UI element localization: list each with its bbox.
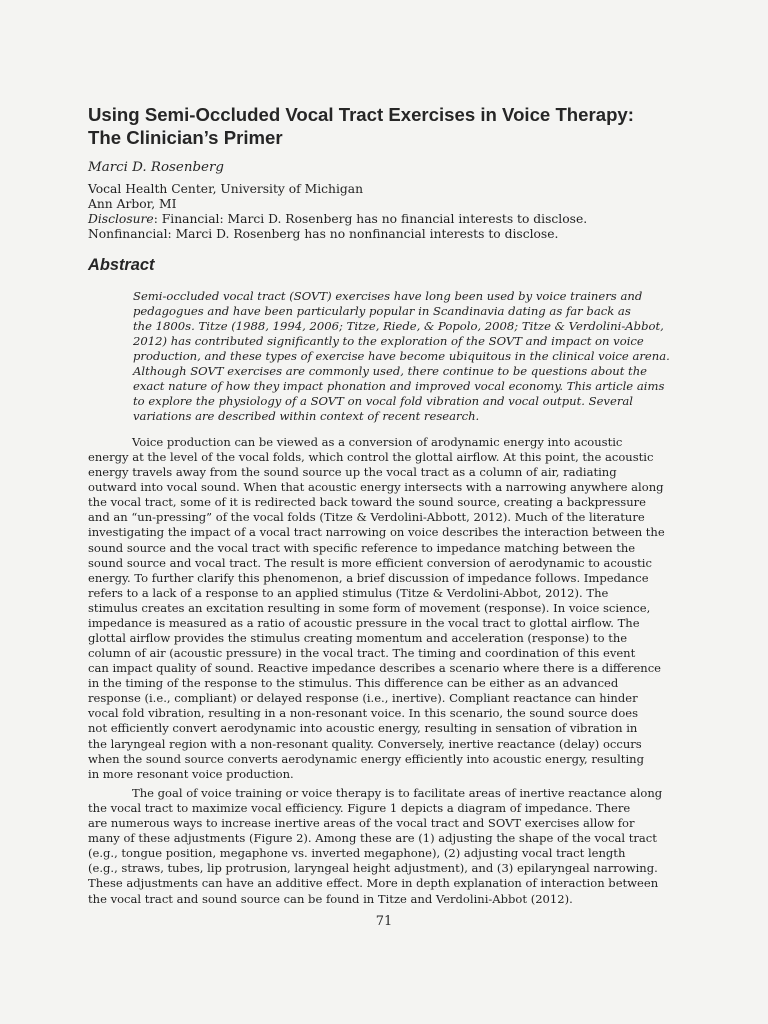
- abstract-line: the 1800s. Titze (1988, 1994, 2006; Titze, Riede, & Popolo, 2008; Titze & Verdolini-Abbot,: [133, 319, 664, 334]
- paragraph-line: and an “un-pressing” of the vocal folds (Titze & Verdolini-Abbott, 2012). Much of the literature: [88, 510, 645, 525]
- paragraph-line: many of these adjustments (Figure 2). Among these are (1) adjusting the shape of the vocal tract: [88, 831, 657, 846]
- paragraph-line: investigating the impact of a vocal tract narrowing on voice describes the interaction between the: [88, 525, 665, 540]
- paragraph-line: sound source and vocal tract. The result is more efficient conversion of aerodynamic to acoustic: [88, 555, 652, 570]
- paragraph-line: These adjustments can have an additive effect. More in depth explanation of interaction between: [88, 876, 659, 891]
- abstract-line: pedagogues and have been particularly popular in Scandinavia dating as far back as: [133, 304, 631, 319]
- abstract-line: Although SOVT exercises are commonly used, there continue to be questions about the: [133, 364, 648, 379]
- article-title: [88, 103, 688, 149]
- paragraph-line: the vocal tract and sound source can be found in Titze and Verdolini-Abbot (2012).: [88, 891, 573, 906]
- title-line: The Clinician’s Primer: [88, 127, 283, 148]
- paragraph-line: glottal airflow provides the stimulus creating momentum and acceleration (response) to the: [88, 631, 628, 646]
- abstract-line: variations are described within context of recent research.: [133, 409, 480, 424]
- disclosure-text: : Financial: Marci D. Rosenberg has no financial interests to disclose.: [153, 212, 588, 226]
- paragraph-line: column of air (acoustic pressure) in the vocal tract. The timing and coordination of this event: [88, 646, 636, 661]
- location: Ann Arbor, MI: [88, 197, 177, 211]
- paragraph-line: vocal fold vibration, resulting in a non-resonant voice. In this scenario, the sound source does: [88, 706, 639, 721]
- paragraph-line: impedance is measured as a ratio of acoustic pressure in the vocal tract to glottal airflow. The: [88, 615, 640, 630]
- paragraph-line: sound source and the vocal tract with specific reference to impedance matching between the: [88, 540, 636, 555]
- author-name: Marci D. Rosenberg: [88, 160, 224, 175]
- paragraph-line: response (i.e., compliant) or delayed response (i.e., inertive). Compliant reactance can hinder: [88, 691, 638, 706]
- disclosure-label: Disclosure: [88, 212, 154, 226]
- paragraph-line: not efficiently convert aerodynamic into acoustic energy, resulting in sensation of vibration in: [88, 721, 638, 736]
- paragraph-line: energy travels away from the sound source up the vocal tract as a column of air, radiating: [88, 465, 617, 480]
- paragraph-line: energy. To further clarify this phenomenon, a brief discussion of impedance follows. Impedance: [88, 570, 649, 585]
- abstract-line: Semi-occluded vocal tract (SOVT) exercises have long been used by voice trainers and: [133, 289, 643, 303]
- paragraph-line: outward into vocal sound. When that acoustic energy intersects with a narrowing anywhere along: [88, 480, 664, 495]
- nonfinancial-disclosure: Nonfinancial: Marci D. Rosenberg has no nonfinancial interests to disclose.: [88, 227, 559, 241]
- abstract-line: 2012) has contributed significantly to the exploration of the SOVT and impact on voice: [133, 334, 644, 349]
- paragraph-line: when the sound source converts aerodynamic energy efficiently into acoustic energy, resulting: [88, 751, 644, 766]
- body-paragraph-2: [88, 786, 688, 907]
- abstract-line: exact nature of how they impact phonation and improved vocal economy. This article aims: [133, 379, 665, 394]
- paragraph-line: are numerous ways to increase inertive areas of the vocal tract and SOVT exercises allow for: [88, 816, 635, 831]
- abstract-text: [133, 289, 703, 424]
- paragraph-line: can impact quality of sound. Reactive impedance describes a scenario where there is a difference: [88, 661, 662, 676]
- abstract-line: production, and these types of exercise have become ubiquitous in the clinical voice arena.: [133, 349, 670, 364]
- body-paragraph-1: [88, 435, 688, 782]
- paragraph-line: (e.g., straws, tubes, lip protrusion, laryngeal height adjustment), and (3) epilaryngeal narrowing.: [88, 861, 658, 876]
- paragraph-line: stimulus creates an excitation resulting in some form of movement (response). In voice science,: [88, 600, 651, 615]
- paragraph-line: the laryngeal region with a non-resonant quality. Conversely, inertive reactance (delay) occurs: [88, 736, 642, 751]
- page-number: 71: [375, 914, 393, 929]
- paragraph-line: the vocal tract, some of it is redirected back toward the sound source, creating a backpressure: [88, 495, 647, 510]
- paragraph-line: (e.g., tongue position, megaphone vs. inverted megaphone), (2) adjusting vocal tract length: [88, 846, 626, 861]
- abstract-line: to explore the physiology of a SOVT on vocal fold vibration and vocal output. Several: [133, 394, 633, 409]
- paragraph-line: Voice production can be viewed as a conversion of arodynamic energy into acoustic: [132, 435, 623, 449]
- affiliation-block: [88, 182, 728, 242]
- paragraph-line: energy at the level of the vocal folds, which control the glottal airflow. At this point, the acoustic: [88, 450, 654, 465]
- abstract-heading: Abstract: [88, 256, 155, 274]
- paragraph-line: in the timing of the response to the stimulus. This difference can be either as an advanced: [88, 676, 619, 691]
- disclosure-line: [88, 212, 728, 227]
- institution: Vocal Health Center, University of Michigan: [88, 182, 364, 196]
- paragraph-line: the vocal tract to maximize vocal efficiency. Figure 1 depicts a diagram of impedance. There: [88, 801, 631, 816]
- paragraph-line: The goal of voice training or voice therapy is to facilitate areas of inertive reactance along: [132, 786, 663, 800]
- title-line: Using Semi-Occluded Vocal Tract Exercises in Voice Therapy:: [88, 104, 634, 125]
- paragraph-line: in more resonant voice production.: [88, 766, 294, 781]
- paragraph-line: refers to a lack of a response to an applied stimulus (Titze & Verdolini-Abbot, 2012). The: [88, 585, 609, 600]
